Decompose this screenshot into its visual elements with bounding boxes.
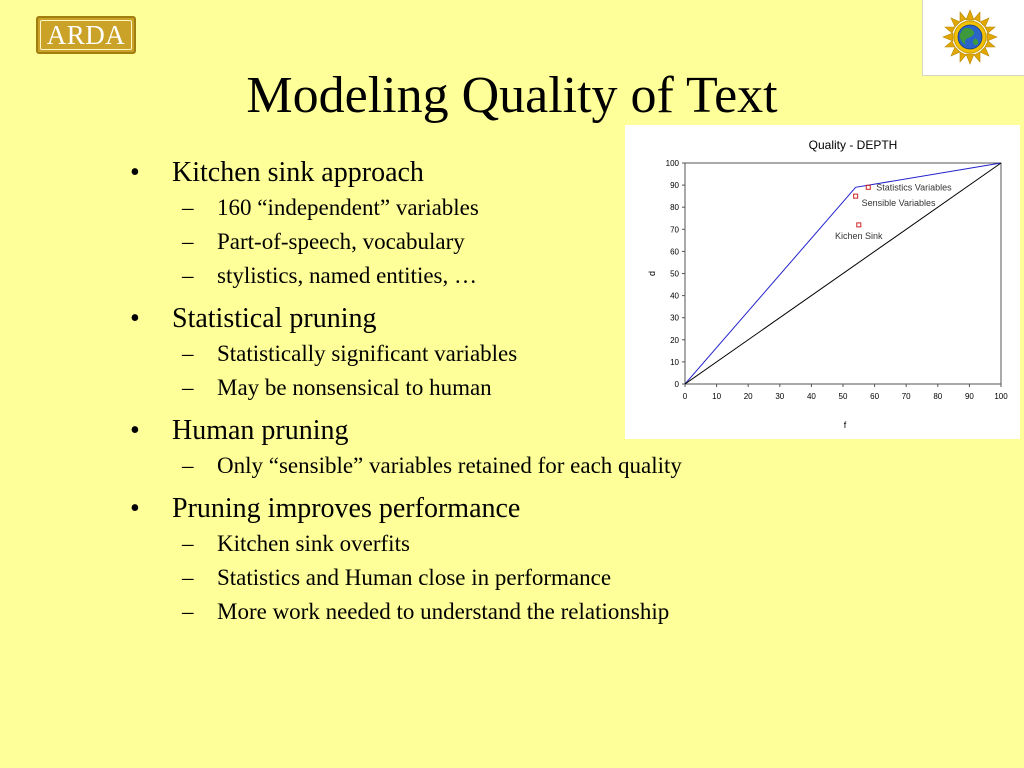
sub-bullet-text: Statistically significant variables	[217, 341, 518, 366]
sub-bullet-marker: –	[182, 599, 194, 624]
sub-bullet-item	[130, 595, 830, 629]
sub-bullet-marker: –	[182, 229, 194, 254]
y-tick-label: 10	[670, 357, 679, 367]
sub-bullet-text: 160 “independent” variables	[217, 195, 479, 220]
bullet-item	[130, 491, 830, 629]
x-tick-label: 20	[743, 392, 753, 401]
bullet-marker: •	[130, 415, 140, 446]
y-tick-label: 60	[670, 247, 679, 257]
sub-bullet-marker: –	[182, 195, 194, 220]
point-label: Kichen Sink	[835, 230, 883, 241]
x-axis-label: f	[843, 420, 847, 430]
sub-bullet-text: Statistics and Human close in performance	[217, 565, 612, 590]
x-tick-label: 80	[933, 392, 943, 401]
emblem	[922, 0, 1024, 76]
y-axis-label: d	[647, 270, 657, 277]
y-tick-label: 90	[670, 181, 679, 191]
sub-bullet-item	[130, 561, 830, 595]
y-tick-label: 100	[665, 159, 679, 168]
bullet-marker: •	[130, 493, 140, 524]
x-tick-label: 60	[870, 392, 880, 401]
x-tick-label: 100	[994, 392, 1008, 401]
sub-bullet-marker: –	[182, 453, 194, 478]
x-tick-label: 0	[682, 392, 688, 401]
data-point	[857, 223, 861, 227]
y-tick-label: 70	[670, 225, 679, 235]
x-tick-label: 40	[806, 392, 816, 401]
bullet-marker: •	[130, 303, 140, 334]
sub-bullet-marker: –	[182, 263, 194, 288]
slide-title: Modeling Quality of Text	[246, 67, 778, 124]
x-tick-label: 30	[775, 392, 785, 401]
sub-bullet-marker: –	[182, 375, 194, 400]
y-tick-label: 20	[670, 335, 679, 345]
data-point	[854, 194, 858, 198]
bullet-text: Human pruning	[172, 415, 349, 446]
sub-bullet-list	[172, 527, 830, 629]
sub-bullet-item	[130, 527, 830, 561]
sub-bullet-text: Part-of-speech, vocabulary	[217, 229, 465, 254]
sub-bullet-item	[130, 449, 830, 483]
arda-logo	[36, 16, 136, 54]
globe-sun-icon	[923, 0, 1023, 75]
point-label: Sensible Variables	[861, 198, 936, 209]
series-line	[685, 163, 1001, 384]
sub-bullet-text: Kitchen sink overfits	[217, 531, 410, 556]
y-tick-label: 80	[670, 203, 679, 213]
y-tick-label: 0	[674, 380, 679, 389]
sub-bullet-text: stylistics, named entities, …	[217, 263, 477, 288]
bullet-text: Kitchen sink approach	[172, 157, 424, 188]
y-tick-label: 30	[670, 313, 679, 323]
bullet-text: Statistical pruning	[172, 303, 377, 334]
chart-svg	[625, 125, 1020, 439]
sub-bullet-marker: –	[182, 565, 194, 590]
sub-bullet-text: Only “sensible” variables retained for each quality	[217, 453, 682, 478]
x-tick-label: 10	[712, 392, 722, 401]
y-tick-label: 50	[670, 269, 679, 279]
y-tick-label: 40	[670, 291, 679, 301]
sub-bullet-text: May be nonsensical to human	[217, 375, 492, 400]
arda-logo-text: ARDA	[40, 20, 132, 50]
sub-bullet-text: More work needed to understand the relationship	[217, 599, 670, 624]
x-tick-label: 50	[838, 392, 848, 401]
bullet-marker: •	[130, 157, 140, 188]
point-label: Statistics Variables	[876, 182, 952, 193]
chart-title: Quality - DEPTH	[808, 138, 898, 152]
bullet-text: Pruning improves performance	[172, 493, 521, 524]
quality-chart	[625, 125, 1020, 439]
x-tick-label: 70	[901, 392, 911, 401]
sub-bullet-marker: –	[182, 341, 194, 366]
sub-bullet-marker: –	[182, 531, 194, 556]
x-tick-label: 90	[964, 392, 974, 401]
sub-bullet-list	[172, 449, 830, 483]
